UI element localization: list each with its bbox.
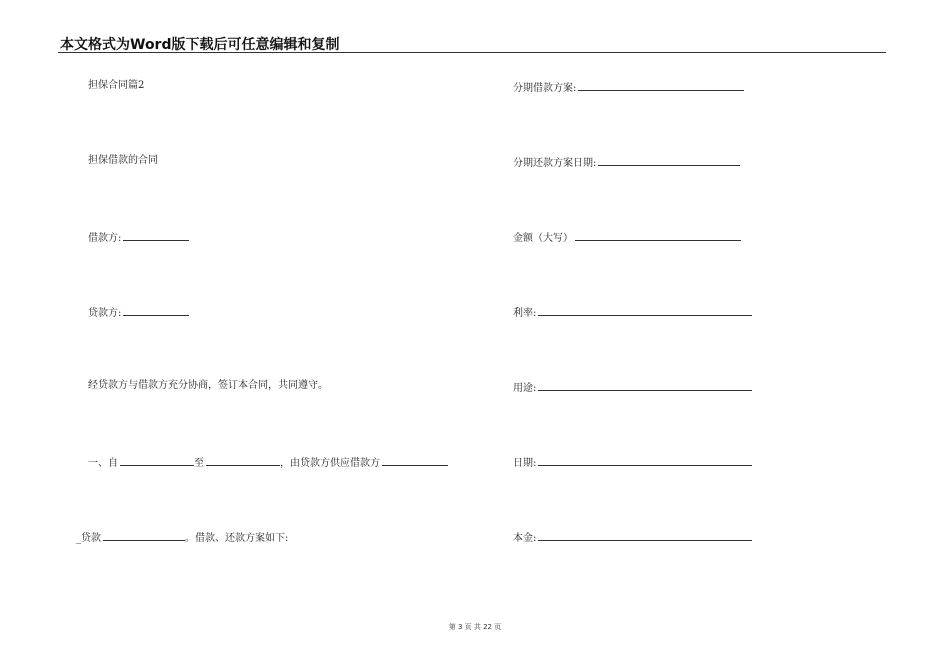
- amount-label: 金额（大写）: [513, 233, 573, 244]
- section-title: 担保合同篇2: [88, 80, 145, 91]
- interest-line: [513, 304, 752, 321]
- principal-label: 本金:: [513, 533, 537, 544]
- lender-blank: [123, 304, 189, 316]
- to-date-blank: [206, 454, 280, 466]
- header-rule: [58, 52, 886, 53]
- date-line: [513, 454, 752, 471]
- loan-type-blank: [382, 454, 448, 466]
- installment-borrow-blank: [578, 79, 744, 91]
- contract-title: 担保借款的合同: [88, 155, 158, 166]
- installment-repay-line: [513, 154, 740, 171]
- interest-label: 利率:: [513, 308, 537, 319]
- installment-borrow-line: [513, 79, 744, 96]
- loan-label: _贷款: [76, 533, 101, 544]
- installment-repay-blank: [598, 154, 740, 166]
- amount-line: [513, 229, 741, 246]
- page-number: 第 3 页 共 22 页: [448, 623, 502, 631]
- clause-one-line: [88, 454, 448, 471]
- clause-one-continued: [76, 529, 288, 546]
- clause-one-to: 至: [194, 458, 204, 469]
- borrower-line: [88, 229, 189, 246]
- lender-line: [88, 304, 189, 321]
- clause-one-provide: ，由贷款方供应借款方: [280, 458, 380, 469]
- borrower-blank: [123, 229, 189, 241]
- lender-label: 贷款方:: [88, 308, 122, 319]
- plan-intro: 。借款、还款方案如下:: [185, 533, 289, 544]
- clause-one-from: 一、自: [88, 458, 118, 469]
- date-blank: [538, 454, 752, 466]
- loan-amount-blank: [103, 529, 185, 541]
- installment-repay-label: 分期还款方案日期:: [513, 158, 597, 169]
- amount-blank: [575, 229, 741, 241]
- date-label: 日期:: [513, 458, 537, 469]
- purpose-label: 用途:: [513, 383, 537, 394]
- purpose-blank: [538, 379, 752, 391]
- interest-blank: [538, 304, 752, 316]
- principal-blank: [538, 529, 752, 541]
- purpose-line: [513, 379, 752, 396]
- from-date-blank: [120, 454, 194, 466]
- document-header: 本文格式为Word版下载后可任意编辑和复制: [60, 37, 340, 53]
- principal-line: [513, 529, 752, 546]
- installment-borrow-label: 分期借款方案:: [513, 83, 577, 94]
- borrower-label: 借款方:: [88, 233, 122, 244]
- agreement-sentence: 经贷款方与借款方充分协商，签订本合同，共同遵守。: [88, 380, 328, 391]
